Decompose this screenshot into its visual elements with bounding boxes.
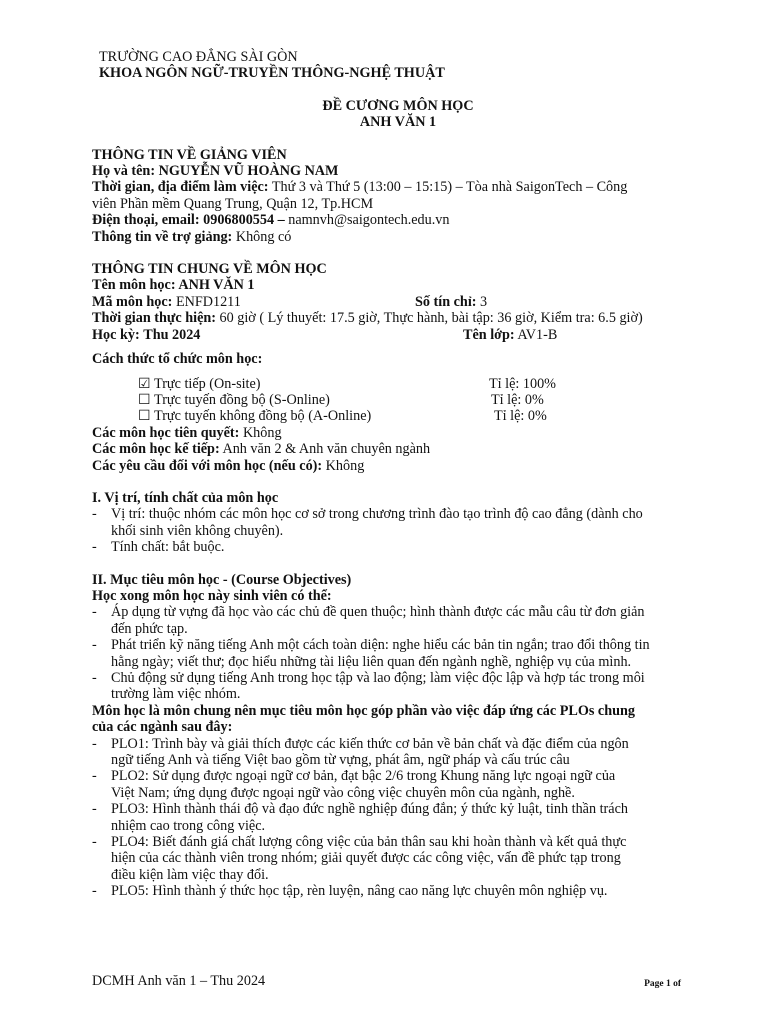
class-value: AV1-B xyxy=(517,326,558,343)
option-ratio: Tỉ lệ: 0% xyxy=(491,391,544,408)
list-item-line: - Vị trí: thuộc nhóm các môn học cơ sở trong chương trình đào tạo trình độ cao đẳng (dành cho xyxy=(111,506,643,523)
document-page xyxy=(92,49,704,900)
list-item xyxy=(92,637,704,670)
plo-item xyxy=(92,883,704,899)
course-code: ENFD1211 xyxy=(175,293,241,310)
list-item-line: - Phát triển kỹ năng tiếng Anh một cách toàn diện: nghe hiểu các bản tin ngắn; trao đổi thông tin xyxy=(111,637,650,654)
requirements-label: Các yêu cầu đối với môn học (nếu có): xyxy=(92,457,323,474)
list-item xyxy=(92,539,704,555)
list-item xyxy=(92,506,704,539)
list-item-line: ngữ tiếng Anh và tiếng Việt bao gồm từ vựng, phát âm, ngữ pháp và cấu trúc câu xyxy=(111,752,570,769)
course-name-label: Tên môn học: xyxy=(92,277,176,294)
option-label: Trực tiếp (On-site) xyxy=(154,375,261,392)
course-code-label: Mã môn học: xyxy=(92,293,173,310)
list-item-line: Việt Nam; ứng dụng được ngoại ngữ vào công việc chuyên môn của ngành, nghề. xyxy=(111,784,575,801)
list-item-line: - Tính chất: bắt buộc. xyxy=(111,539,225,556)
contact-row xyxy=(92,212,704,228)
course-heading: THÔNG TIN CHUNG VỀ MÔN HỌC xyxy=(92,261,327,278)
list-item-line: - PLO1: Trình bày và giải thích được các kiến thức cơ bản về bản chất và đặc điểm của ngôn xyxy=(111,735,629,752)
work-time-label: Thời gian, địa điểm làm việc: xyxy=(92,179,269,196)
term-row xyxy=(92,327,704,343)
list-item xyxy=(92,670,704,703)
organization-label: Cách thức tổ chức môn học: xyxy=(92,351,263,368)
prerequisite-label: Các môn học tiên quyết: xyxy=(92,424,240,441)
contact-label: Điện thoại, email: xyxy=(92,212,200,229)
plo-item xyxy=(92,801,704,834)
school-name: TRƯỜNG CAO ĐẲNG SÀI GÒN xyxy=(99,49,298,65)
option-a-online xyxy=(92,408,704,424)
option-s-online xyxy=(92,392,704,408)
checkbox-empty-icon: ☐ xyxy=(138,408,151,425)
plo-item xyxy=(92,768,704,801)
list-item-line: - PLO2: Sử dụng được ngoại ngữ cơ bản, đạt bậc 2/6 trong Khung năng lực ngoại ngữ của xyxy=(111,768,616,785)
work-time-value: Thứ 3 và Thứ 5 (13:00 – 15:15) – Tòa nhà SaigonTech – Công xyxy=(271,179,628,196)
checkbox-checked-icon: ☑ xyxy=(138,375,151,392)
term-label: Học kỳ: xyxy=(92,326,140,343)
prerequisite-value: Không xyxy=(242,424,282,441)
course-name-row xyxy=(92,277,704,293)
list-item-line: - Chủ động sử dụng tiếng Anh trong học tập và lao động; làm việc độc lập và hợp tác trong môi xyxy=(111,670,645,686)
faculty-name: KHOA NGÔN NGỮ-TRUYỀN THÔNG-NGHỆ THUẬT xyxy=(99,65,445,82)
class-group xyxy=(463,327,557,343)
list-item xyxy=(92,604,704,637)
list-item-line: - PLO4: Biết đánh giá chất lượng công việc của bản thân sau khi hoàn thành và kết quả thực xyxy=(111,834,627,851)
list-item-line: trường làm việc nhóm. xyxy=(111,686,241,703)
prerequisite-row xyxy=(92,425,704,441)
credits-label: Số tín chỉ: xyxy=(415,293,477,310)
list-item-line: - PLO3: Hình thành thái độ và đạo đức nghề nghiệp đúng đắn; ý thức kỷ luật, tinh thần trách xyxy=(111,801,628,818)
plo-intro: Môn học là môn chung nên mục tiêu môn học góp phần vào việc đáp ứng các PLOs chung xyxy=(92,702,635,719)
list-item-line: - PLO5: Hình thành ý thức học tập, rèn luyện, nâng cao năng lực chuyên môn nghiệp vụ. xyxy=(111,883,608,900)
page-footer xyxy=(92,973,687,989)
checkbox-empty-icon: ☐ xyxy=(138,391,151,408)
plo-item xyxy=(92,834,704,883)
lecturer-name-label: Họ và tên: xyxy=(92,163,156,180)
course-code-row xyxy=(92,294,704,310)
work-time-row xyxy=(92,179,704,195)
objectives-intro: Học xong môn học này sinh viên có thể: xyxy=(92,587,332,604)
credits-value: 3 xyxy=(480,293,488,310)
phone-number: 0906800554 – xyxy=(203,212,285,229)
option-label: Trực tuyến đồng bộ (S-Online) xyxy=(154,391,330,408)
list-item-line: hiện của các thành viên trong nhóm; giải quyết được các công việc, vấn đề phức tạp trong xyxy=(111,850,621,867)
duration-label: Thời gian thực hiện: xyxy=(92,310,216,327)
lecturer-name-row xyxy=(92,163,704,179)
plo-intro-cont: của các ngành sau đây: xyxy=(92,719,233,736)
next-course-label: Các môn học kế tiếp: xyxy=(92,441,220,458)
section-2-heading: II. Mục tiêu môn học - (Course Objectives) xyxy=(92,571,352,588)
list-item-line: điều kiện làm việc thay đổi. xyxy=(111,866,269,883)
course-name: ANH VĂN 1 xyxy=(178,277,255,294)
next-course-value: Anh văn 2 & Anh văn chuyên ngành xyxy=(222,441,431,458)
list-item-line: - Áp dụng từ vựng đã học vào các chủ đề quen thuộc; hình thành được các mẫu câu từ đơn giản xyxy=(111,604,645,621)
option-ratio: Tỉ lệ: 100% xyxy=(489,375,556,392)
work-location-value: viên Phần mềm Quang Trung, Quận 12, Tp.HCM xyxy=(92,195,374,212)
next-course-row xyxy=(92,441,704,457)
lecturer-name: NGUYỄN VŨ HOÀNG NAM xyxy=(158,163,339,180)
lecturer-heading: THÔNG TIN VỀ GIẢNG VIÊN xyxy=(92,146,287,163)
assistant-label: Thông tin về trợ giảng: xyxy=(92,228,233,245)
option-label: Trực tuyến không đồng bộ (A-Online) xyxy=(154,408,372,425)
duration-value: 60 giờ ( Lý thuyết: 17.5 giờ, Thực hành, bài tập: 36 giờ, Kiểm tra: 6.5 giờ) xyxy=(219,310,643,327)
list-item-line: khối sinh viên không chuyên). xyxy=(111,522,284,539)
requirements-row xyxy=(92,458,704,474)
footer-label: DCMH Anh văn 1 – Thu 2024 xyxy=(92,973,266,989)
option-onsite xyxy=(92,376,704,392)
term-value: Thu 2024 xyxy=(143,326,201,343)
assistant-row xyxy=(92,229,704,245)
duration-row xyxy=(92,310,704,326)
list-item-line: đến phức tạp. xyxy=(111,620,188,637)
plo-item xyxy=(92,736,704,769)
email-address[interactable]: namnvh@saigontech.edu.vn xyxy=(288,212,450,229)
page-number: Page 1 of xyxy=(644,979,681,989)
document-title: ĐỀ CƯƠNG MÔN HỌC xyxy=(322,97,474,114)
subject-title: ANH VĂN 1 xyxy=(359,114,437,131)
section-1-heading: I. Vị trí, tính chất của môn học xyxy=(92,489,279,506)
list-item-line: hằng ngày; viết thư; đọc hiểu những tài liệu liên quan đến ngành nghề, nghiệp vụ của mình. xyxy=(111,653,632,670)
assistant-value: Không có xyxy=(235,228,292,245)
credits-group xyxy=(415,294,487,310)
list-item-line: nhiệm cao trong công việc. xyxy=(111,817,266,834)
class-label: Tên lớp: xyxy=(463,326,515,343)
option-ratio: Tỉ lệ: 0% xyxy=(494,408,547,425)
requirements-value: Không xyxy=(325,457,365,474)
